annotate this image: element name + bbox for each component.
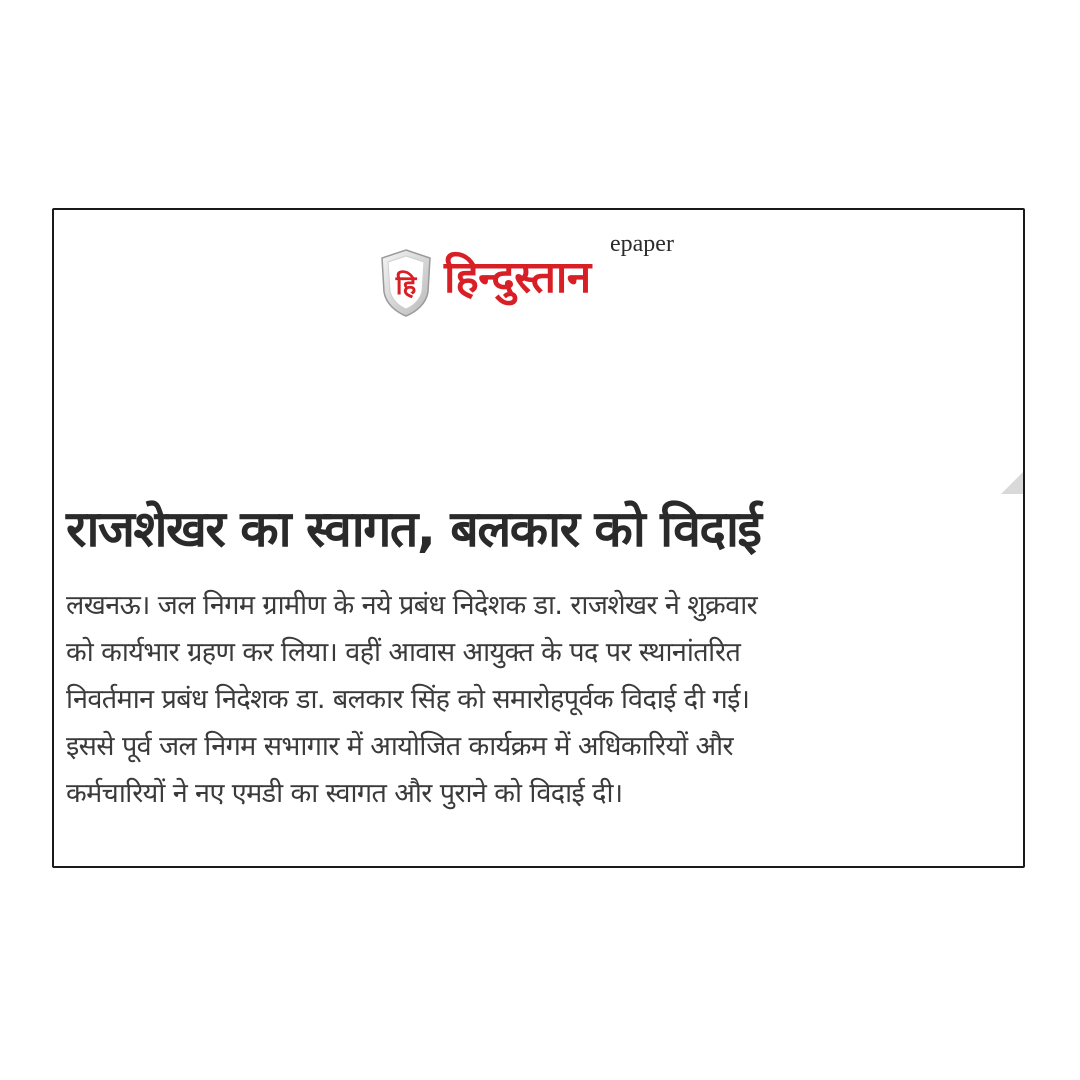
article-headline: राजशेखर का स्वागत, बलकार को विदाई: [66, 500, 761, 558]
article-body-line: कर्मचारियों ने नए एमडी का स्वागत और पुराने को विदाई दी।: [66, 778, 623, 809]
logo-glyph: हि: [395, 271, 417, 301]
news-clipping-frame: [52, 208, 1025, 868]
epaper-label: epaper: [610, 231, 674, 257]
hindustan-logo-icon: [380, 248, 432, 318]
article-body-line: लखनऊ। जल निगम ग्रामीण के नये प्रबंध निदेशक डा. राजशेखर ने शुक्रवार: [66, 590, 758, 621]
page-curl: [1001, 472, 1023, 494]
article-body: [66, 582, 996, 817]
article-body-line: को कार्यभार ग्रहण कर लिया। वहीं आवास आयुक्त के पद पर स्थानांतरित: [66, 637, 741, 668]
article-clipping: [54, 472, 1023, 866]
article-body-line: निवर्तमान प्रबंध निदेशक डा. बलकार सिंह को समारोहपूर्वक विदाई दी गई।: [66, 684, 750, 715]
article-body-line: इससे पूर्व जल निगम सभागार में आयोजित कार्यक्रम में अधिकारियों और: [66, 731, 733, 762]
brand-wordmark: हिन्दुस्तान: [444, 252, 591, 303]
masthead: [380, 230, 710, 330]
